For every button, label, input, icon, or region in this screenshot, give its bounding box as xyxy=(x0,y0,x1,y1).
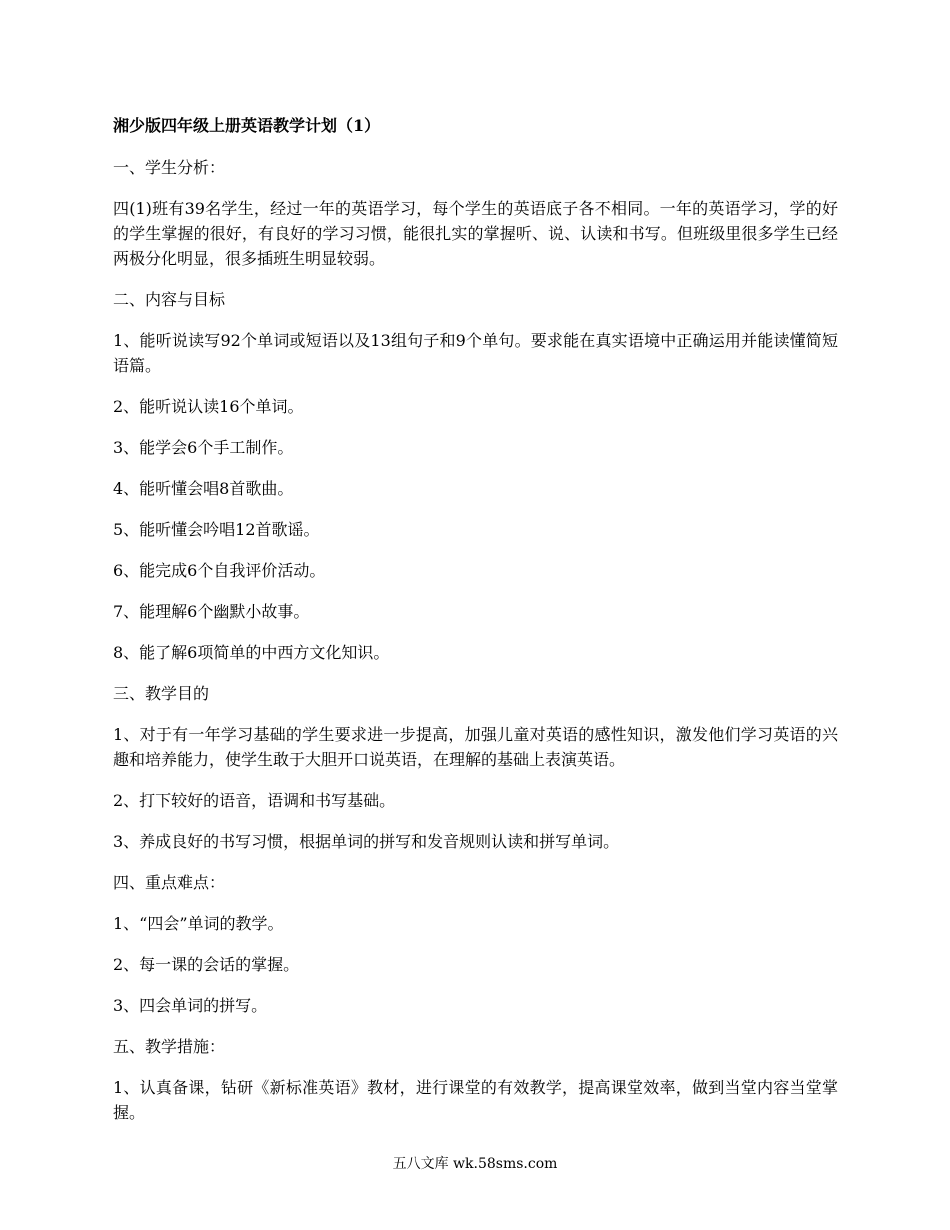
section-heading-teaching-aims: 三、教学目的 xyxy=(113,684,210,703)
goal-item-2: 2、能听说认读16个单词。 xyxy=(113,397,304,416)
key-point-item-2: 2、每一课的会话的掌握。 xyxy=(113,955,300,974)
key-point-item-1: 1、“四会”单词的教学。 xyxy=(113,914,284,933)
goal-item-1: 1、能听说读写92个单词或短语以及13组句子和9个单句。要求能在真实语境中正确运用并能读懂简短语篇。 xyxy=(113,331,838,375)
goal-item-6: 6、能完成6个自我评价活动。 xyxy=(113,561,326,580)
goal-item-7: 7、能理解6个幽默小故事。 xyxy=(113,602,310,621)
goal-item-5: 5、能听懂会吟唱12首歌谣。 xyxy=(113,520,320,539)
page-footer-watermark: 五八文库 wk.58sms.com xyxy=(392,1156,558,1172)
goal-item-3: 3、能学会6个手工制作。 xyxy=(113,438,294,457)
goal-item-8: 8、能了解6项简单的中西方文化知识。 xyxy=(113,643,390,662)
section-heading-student-analysis: 一、学生分析： xyxy=(113,158,226,177)
document-title: 湘少版四年级上册英语教学计划（1） xyxy=(113,116,381,135)
key-point-item-3: 3、四会单词的拼写。 xyxy=(113,996,268,1015)
aim-item-1: 1、对于有一年学习基础的学生要求进一步提高，加强儿童对英语的感性知识，激发他们学习英语的兴趣和培养能力，使学生敢于大胆开口说英语，在理解的基础上表演英语。 xyxy=(113,725,838,769)
section-heading-key-points: 四、重点难点： xyxy=(113,873,226,892)
document-body xyxy=(113,113,838,1141)
paragraph-student-analysis: 四(1)班有39名学生，经过一年的英语学习，每个学生的英语底子各不相同。一年的英语学习，学的好的学生掌握的很好，有良好的学习习惯，能很扎实的掌握听、说、认读和书写。但班级里很多学生已经两极分化明显，很多插班生明显较弱。 xyxy=(113,199,838,268)
goal-item-4: 4、能听懂会唱8首歌曲。 xyxy=(113,479,294,498)
section-heading-content-goals: 二、内容与目标 xyxy=(113,290,226,309)
measure-item-1: 1、认真备课，钻研《新标准英语》教材，进行课堂的有效教学，提高课堂效率，做到当堂内容当堂掌握。 xyxy=(113,1078,838,1122)
aim-item-2: 2、打下较好的语音，语调和书写基础。 xyxy=(113,791,396,810)
section-heading-measures: 五、教学措施： xyxy=(113,1037,226,1056)
aim-item-3: 3、养成良好的书写习惯，根据单词的拼写和发音规则认读和拼写单词。 xyxy=(113,832,620,851)
